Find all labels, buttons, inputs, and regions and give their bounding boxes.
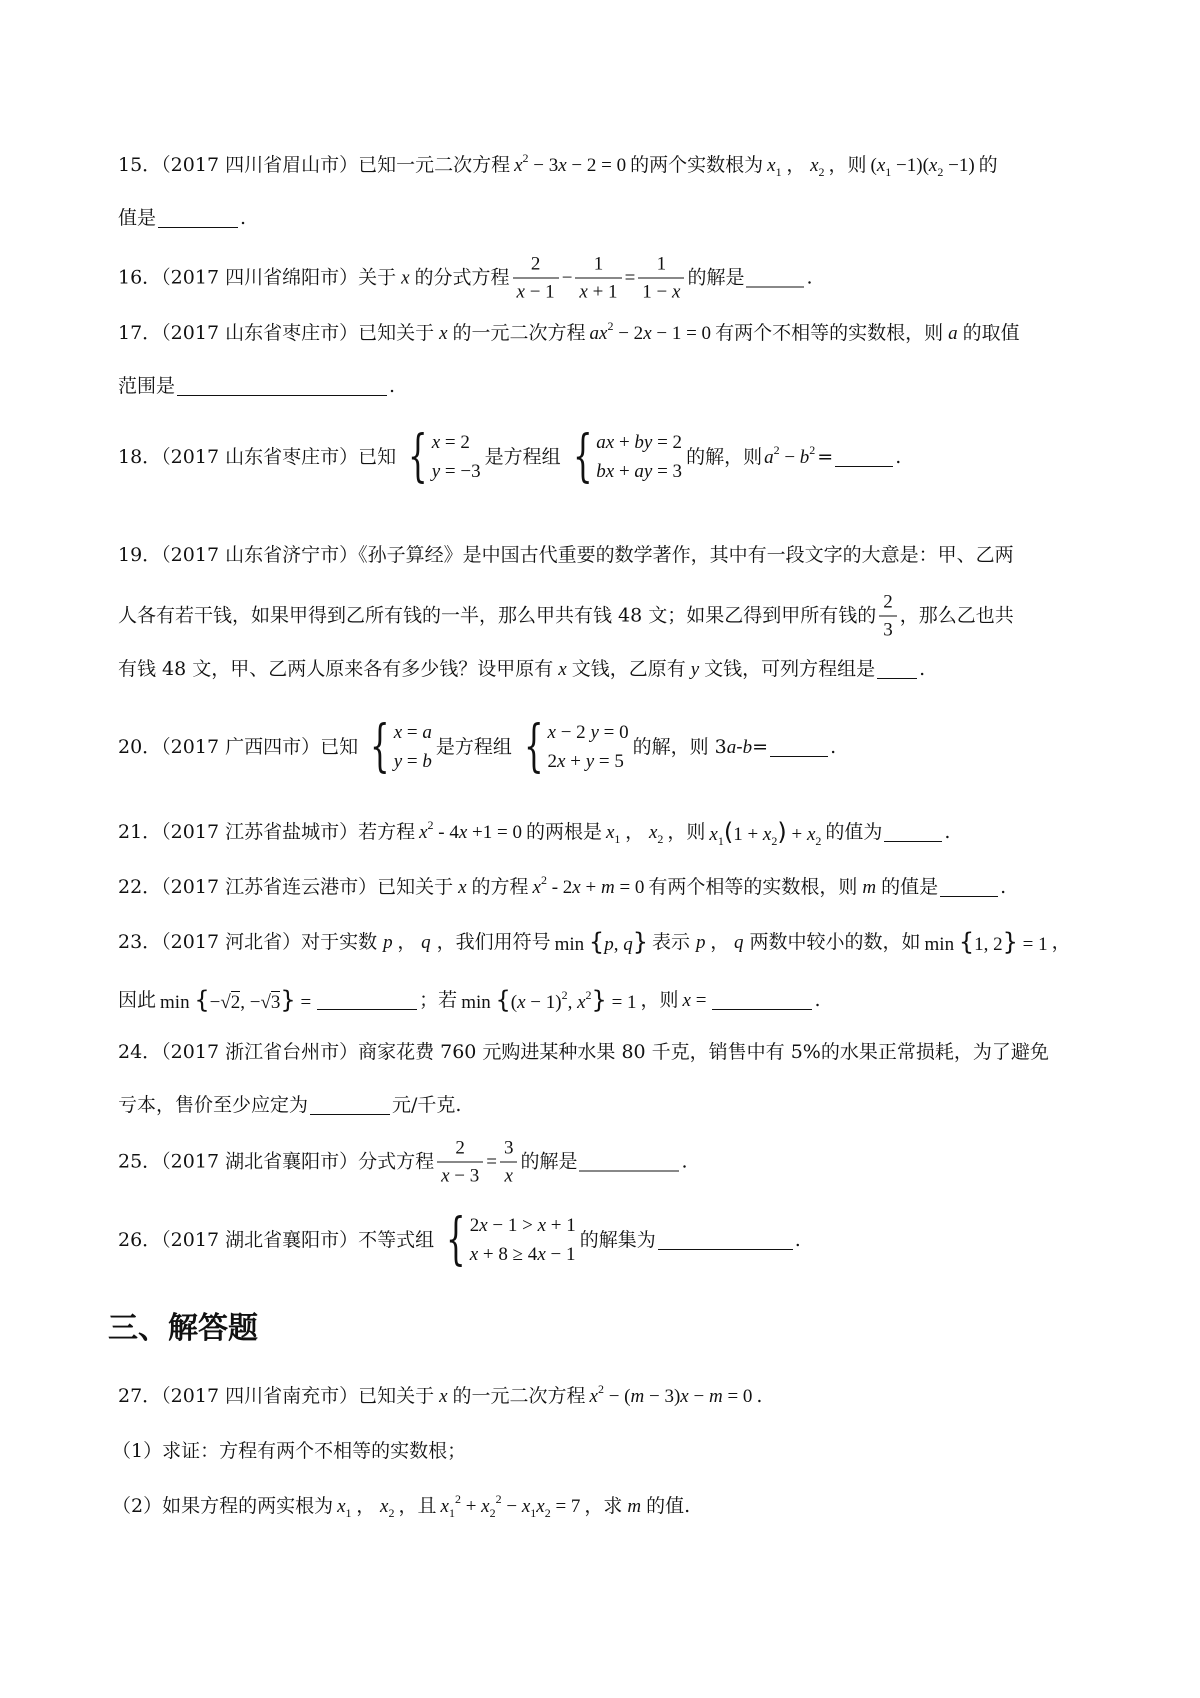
fraction: $\frac{2}{x - 1}$ xyxy=(513,255,559,302)
q17-equation: $ax^2 - 2x - 1 = 0$ xyxy=(589,319,712,344)
q27-condition: $x_1^2 + x_2^2 - x_1x_2 = 7$ xyxy=(440,1492,581,1520)
inequality-system: { 2x − 1 > x + 1 x + 8 ≥ 4x − 1 xyxy=(446,1207,576,1272)
q25-text: . xyxy=(681,1150,688,1173)
answer-blank xyxy=(177,377,387,396)
q27-text: ，且 xyxy=(398,1495,437,1517)
question-16: 16．（2017 四川省绵阳市）关于 x 的分式方程 $\frac{2}{x - 1}$ − $\frac{1}{x + 1}$ = $\frac{1}{1 - x}$ 的解是 . xyxy=(118,253,813,303)
q17-text: 17．（2017 山东省枣庄市）已知关于 xyxy=(118,322,435,344)
q23-text: . xyxy=(814,988,821,1011)
q19-text: 19．（2017 山东省济宁市）《孙子算经》是中国古代重要的数学著作，其中有一段文字的大意是：甲、乙两 xyxy=(118,544,1014,566)
q24-text: 亏本，售价至少应定为 xyxy=(118,1094,309,1116)
question-24-line-2 xyxy=(118,1096,461,1115)
question-17-line-2 xyxy=(118,377,395,396)
answer-blank xyxy=(746,269,804,288)
q25-text: 的解是 xyxy=(520,1150,578,1173)
q23-text: ；若 xyxy=(419,988,458,1011)
question-20: 20．（2017 广西四市）已知 { x = a y = b 是方程组 { x − 2 y = 0 2x + y = 5 的解，则 3 a - b = . xyxy=(118,714,837,779)
question-24-line-1 xyxy=(118,1043,1049,1062)
q15-expression: $(x_1 -1)(x_2 -1)$ xyxy=(870,155,975,179)
q22-text: 的方程 xyxy=(471,876,529,898)
fraction: $\frac{2}{x - 3}$ xyxy=(437,1139,483,1186)
q21-text: 21．（2017 江苏省盐城市）若方程 xyxy=(118,820,416,843)
q26-text: 26．（2017 湖北省襄阳市）不等式组 xyxy=(118,1228,435,1251)
question-27-part-2: （2）如果方程的两实根为 $x_1$ ， $x_2$ ，且 $x_1^2 + x_2^2 - x_1x_2 = 7$ ，求 m 的值. xyxy=(112,1492,691,1520)
q15-text: 15．（2017 四川省眉山市）已知一元二次方程 xyxy=(118,154,511,176)
q23-text: 两数中较小的数，如 xyxy=(749,930,921,953)
answer-blank xyxy=(940,878,998,897)
q26-text: . xyxy=(794,1228,801,1251)
q17-text: 的一元二次方程 xyxy=(452,322,586,344)
fraction: $\frac{1}{x + 1}$ xyxy=(575,255,621,302)
min-square-expression: $\min \{(x - 1)^2$, $x^2\} = 1$ xyxy=(461,986,637,1014)
q20-text: 是方程组 xyxy=(435,735,512,758)
question-23-line-2: 因此 min {−√2, −√3} = ；若 $\min \{(x - 1)^2$, $x^2\} = 1$ ，则 x = . xyxy=(118,986,821,1014)
q18-text: 的解，则 xyxy=(686,445,763,468)
q20-text: - xyxy=(736,735,743,758)
q19-text: 文钱，可列方程组是 xyxy=(704,658,876,680)
answer-blank xyxy=(158,209,238,228)
q27-text: （2）如果方程的两实根为 xyxy=(112,1495,334,1517)
question-27-part-1 xyxy=(112,1442,466,1461)
q15-text: 的两个实数根为 xyxy=(630,154,764,176)
q17-text: 的取值 xyxy=(962,322,1020,344)
q16-text: 的分式方程 xyxy=(414,266,510,289)
q27-text: 的值. xyxy=(646,1495,691,1517)
q22-text: 的值是 xyxy=(881,876,939,898)
question-15-line-2 xyxy=(118,209,246,228)
q19-text: 人各有若干钱，如果甲得到乙所有钱的一半，那么甲共有钱 48 文；如果乙得到甲所有钱的 xyxy=(118,604,877,627)
q24-text: 24．（2017 浙江省台州市）商家花费 760 元购进某种水果 80 千克，销售中有 5%的水果正常损耗，为了避免 xyxy=(118,1041,1049,1063)
q15-text: ，则 xyxy=(828,154,867,176)
q16-var: x xyxy=(401,267,410,289)
q15-equation: $x^2 - 3x - 2 = 0$ xyxy=(514,151,627,176)
q15-roots: $x_1$ ， $x_2$ xyxy=(767,155,825,179)
min-notation: min {p, q} xyxy=(554,928,648,956)
equation-system: { ax + by = 2 bx + ay = 3 xyxy=(572,424,683,489)
q16-text: 的解是 xyxy=(687,266,745,289)
q18-text: . xyxy=(895,445,902,468)
question-19-line-1 xyxy=(118,546,1014,565)
question-23-line-1: 23．（2017 河北省）对于实数 p ， q ，我们用符号 min {p, q} 表示 p ， q 两数中较小的数，如 min {1, 2} = 1 ， xyxy=(118,928,1071,956)
q27-text: （1）求证：方程有两个不相等的实数根； xyxy=(112,1440,467,1462)
q19-text: . xyxy=(919,658,926,680)
fraction: $\frac{3}{x}$ xyxy=(500,1139,518,1186)
question-26 xyxy=(118,1207,801,1272)
q23-text: 因此 xyxy=(118,988,157,1011)
q22-text: . xyxy=(1000,876,1007,898)
question-27: 27．（2017 四川省南充市）已知关于 x 的一元二次方程 $x^2 - (m - 3)x - m = 0$ . xyxy=(118,1382,763,1407)
q24-text: 元/千克. xyxy=(392,1094,462,1116)
answer-blank xyxy=(835,448,893,467)
question-25: 25．（2017 湖北省襄阳市）分式方程 $\frac{2}{x - 3}$ = $\frac{3}{x}$ 的解是 . xyxy=(118,1137,688,1187)
q21-text: 的两根是 xyxy=(525,820,602,843)
q17-text: 有两个不相等的实数根，则 xyxy=(715,322,944,344)
q27-text: 27．（2017 四川省南充市）已知关于 xyxy=(118,1385,435,1407)
question-18 xyxy=(118,424,902,489)
q21-equation: $x^2 - 4x +1 = 0$ xyxy=(419,817,522,843)
equation-system: { x − 2 y = 0 2x + y = 5 xyxy=(523,714,629,779)
q15-text: . xyxy=(240,207,247,229)
q22-equation: $x^2 - 2x + m = 0$ xyxy=(532,873,645,898)
equation-system: { x = a y = b xyxy=(370,714,432,779)
q23-text: ，则 xyxy=(640,988,679,1011)
q21-text: ，则 xyxy=(667,820,706,843)
q23-text: 23．（2017 河北省）对于实数 xyxy=(118,930,378,953)
q17-text: 范围是 xyxy=(118,375,176,397)
fraction: $\frac{1}{1 - x}$ xyxy=(638,255,684,302)
q27-equation: $x^2 - (m - 3)x - m = 0$ xyxy=(589,1382,753,1407)
q25-text: 25．（2017 湖北省襄阳市）分式方程 xyxy=(118,1150,435,1173)
question-22: 22．（2017 江苏省连云港市）已知关于 x 的方程 $x^2 - 2x + m = 0$ 有两个相等的实数根，则 m 的值是 . xyxy=(118,873,1007,898)
q20-text: . xyxy=(830,735,837,758)
fraction: $\frac{2}{3}$ xyxy=(879,593,897,640)
question-19-line-3: 有钱 48 文，甲、乙两人原来各有多少钱？设甲原有 x 文钱，乙原有 y 文钱，可列方程组是 . xyxy=(118,658,926,680)
q18-text: 是方程组 xyxy=(484,445,561,468)
q15-text: 的 xyxy=(978,154,998,176)
q16-text: . xyxy=(806,266,813,289)
q18-expression: $a^2 - b^2$ xyxy=(764,442,816,468)
section-heading: 三、解答题 xyxy=(108,1311,258,1346)
answer-blank xyxy=(658,1231,793,1250)
question-19-line-2 xyxy=(118,593,1014,640)
answer-blank xyxy=(310,1096,390,1115)
q20-text: 20．（2017 广西四市）已知 xyxy=(118,735,359,758)
q27-text: ，求 xyxy=(584,1495,623,1517)
answer-blank xyxy=(877,660,917,679)
answer-blank xyxy=(317,991,417,1010)
min-sqrt-expression: min {−√2, −√3} = xyxy=(160,986,312,1014)
answer-blank xyxy=(579,1153,679,1172)
q27-text: . xyxy=(756,1385,763,1407)
q19-text: 有钱 48 文，甲、乙两人原来各有多少钱？设甲原有 xyxy=(118,658,554,680)
q19-text: 文钱，乙原有 xyxy=(571,658,686,680)
q18-text: 18．（2017 山东省枣庄市）已知 xyxy=(118,445,397,468)
q20-text: = xyxy=(752,735,769,758)
equation-system: { x = 2 y = −3 xyxy=(408,424,481,489)
q21-text: 的值为 xyxy=(825,820,883,843)
q15-text: 值是 xyxy=(118,207,157,229)
question-21: 21．（2017 江苏省盐城市）若方程 $x^2 - 4x +1 = 0$ 的两根是 $x_1$ ， $x_2$ ，则 $x_1(1 + x_2) + x_2$ 的值为 . xyxy=(118,817,951,848)
q26-text: 的解集为 xyxy=(579,1228,656,1251)
q16-text: 16．（2017 四川省绵阳市）关于 xyxy=(118,266,397,289)
q17-text: . xyxy=(389,375,396,397)
q19-text: ，那么乙也共 xyxy=(899,604,1014,627)
q20-text: 的解，则 3 xyxy=(632,735,727,758)
answer-blank xyxy=(770,738,828,757)
question-17-line-1: 17．（2017 山东省枣庄市）已知关于 x 的一元二次方程 $ax^2 - 2x - 1 = 0$ 有两个不相等的实数根，则 a 的取值 xyxy=(118,319,1020,344)
answer-blank xyxy=(884,823,942,842)
answer-blank xyxy=(712,991,812,1010)
q18-text: = xyxy=(817,445,834,468)
q22-text: 有两个相等的实数根，则 xyxy=(648,876,858,898)
q21-text: . xyxy=(944,820,951,843)
question-15-line-1 xyxy=(118,151,998,179)
q21-expression: $x_1(1 + x_2) + x_2$ xyxy=(709,818,822,848)
q22-text: 22．（2017 江苏省连云港市）已知关于 xyxy=(118,876,454,898)
q23-text: ，我们用符号 xyxy=(436,930,551,953)
min-example: min {1, 2} = 1 xyxy=(924,928,1048,956)
q23-text: 表示 xyxy=(651,930,690,953)
q27-text: 的一元二次方程 xyxy=(452,1385,586,1407)
